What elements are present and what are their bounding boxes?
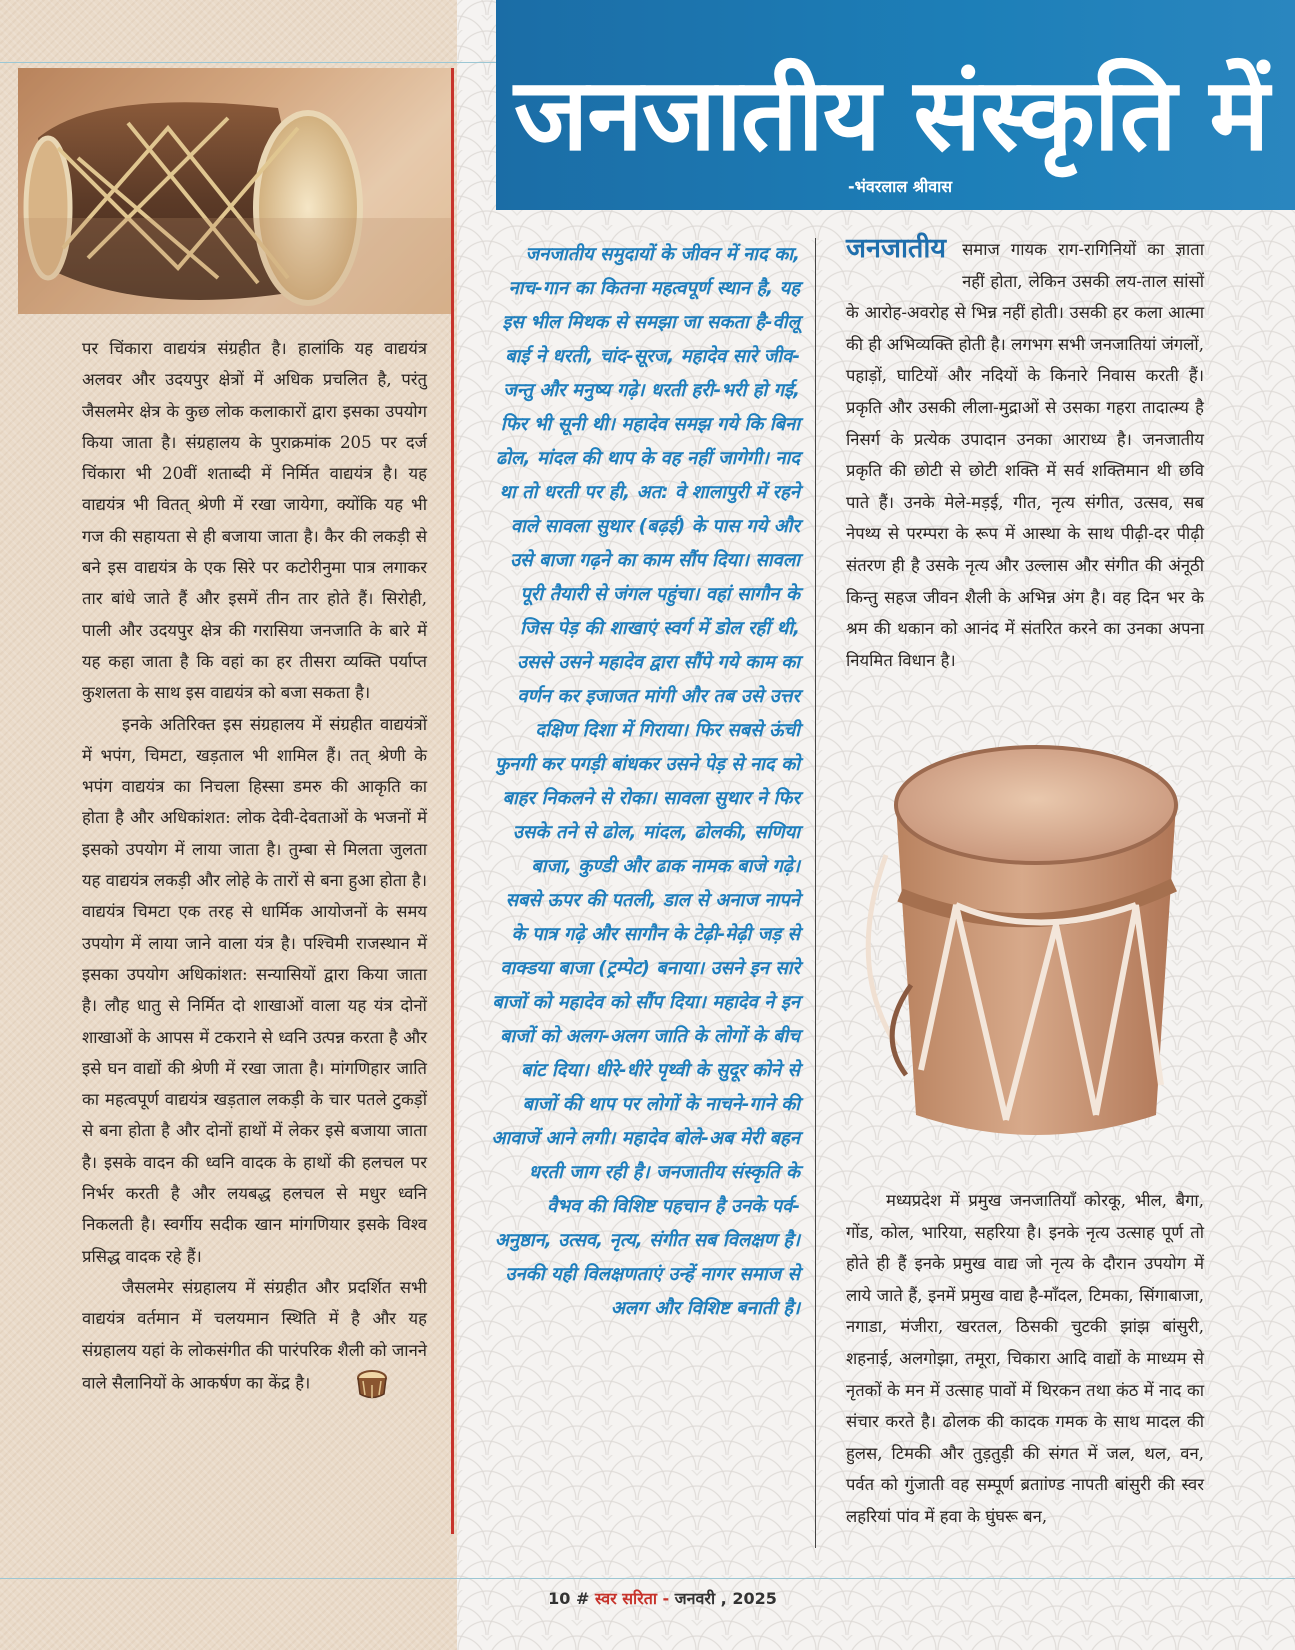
magazine-name: स्वर सरिता - <box>594 1589 670 1608</box>
left-paragraph-2: इनके अतिरिक्त इस संग्रहालय में संग्रहीत वाद्ययंत्रों में भपंग, चिमटा, खड़ताल भी शामिल हैं। तत् श्रेणी के भपंग वाद्ययंत्र का निचला हिस्सा डमरु की आकृति का होता है और अधिकांशत: लोक देवी-देवताओं के भजनों में इसको उपयोग में लाया जाता है। तुम्बा से मिलता जुलता यह वाद्ययंत्र लकड़ी और लोहे के तारों से बना हुआ होता है। वाद्ययंत्र चिमटा एक तरह से धार्मिक आयोजनों के समय उपयोग में लाया जाने वाला यंत्र है। पश्चिमी राजस्थान में इसका उपयोग अधिकांशत: सन्यासियों द्वारा किया जाता है। लौह धातु से निर्मित दो शाखाओं वाला यह यंत्र दोनों शाखाओं के आपस में टकराने से ध्वनि उत्पन्न करता है और इसे घन वाद्यों की श्रेणी में रखा जाता है। मांगणिहार जाति का महत्वपूर्ण वाद्ययंत्र खड़ताल लकड़ी के चार पतले टुकड़ों से बना होता है और दोनों हाथों में लेकर इसे बजाया जाता है। इसके वादन की ध्वनि वादक के हाथों की हलचल पर निर्भर करती है और लयबद्ध हलचल से मधुर ध्वनि निकलती है। स्वर्गीय सदीक खान मांगणियार इसके विश्व प्रसिद्ध वादक रहे हैं। <box>82 714 427 1266</box>
column-divider <box>815 238 816 1548</box>
tribal-drum-icon <box>856 735 1216 1155</box>
page-footer <box>0 1587 1295 1609</box>
left-column-text <box>82 333 427 1402</box>
article-title: जनजातीय संस्कृति में <box>514 56 1269 173</box>
dholak-drum-photo <box>18 68 452 314</box>
right-column-paragraph-2 <box>846 1185 1204 1533</box>
right-paragraph-2: मध्यप्रदेश में प्रमुख जनजातियाँ कोरकू, भील, बैगा, गोंड, कोल, भारिया, सहरिया है। इनके नृत्य उत्साह पूर्ण तो होते ही हैं इनके प्रमुख वाद्य जो नृत्य के दौरान उपयोग में लाये जाते हैं, इनमें प्रमुख वाद्य है-माँदल, टिमका, सिंगाबाजा, नगाडा, मंजीरा, खरतल, ठिसकी चुटकी झांझ बांसुरी, शहनाई, अलगोझा, तमूरा, चिकारा आदि वाद्यों के माध्यम से नृतकों के मन में उत्साह पावों में थिरकन तथा कंठ में नाद का संचार करते है। ढोलक की कादक गमक के साथ मादल की हुलस, टिमकी और तुड़तुड़ी की संगत में जल, थल, वन, पर्वत को गुंजाती वह सम्पूर्ण ब्रताांण्ड नापती बांसुरी की स्वर लहरियां पांव में हवा के घुंघरू बन, <box>846 1191 1204 1526</box>
left-paragraph-3 <box>82 1272 427 1402</box>
left-paragraph-1: पर चिंकारा वाद्ययंत्र संग्रहीत है। हालांकि यह वाद्ययंत्र अलवर और उदयपुर क्षेत्रों में अधिक प्रचलित है, परंतु जैसलमेर क्षेत्र के कुछ लोक कलाकारों द्वारा इसका उपयोग किया जाता है। संग्रहालय के पुराक्रमांक 205 पर दर्ज चिंकारा भी 20वीं शताब्दी में निर्मित वाद्ययंत्र है। यह वाद्ययंत्र भी वितत् श्रेणी में रखा जायेगा, क्योंकि यह भी गज की सहायता से ही बजाया जाता है। कैर की लकड़ी से बने इस वाद्ययंत्र के एक सिरे पर कटोरीनुमा पात्र लगाकर तार बांधे जाते हैं और इसमें तीन तार होते हैं। सिरोही, पाली और उदयपुर क्षेत्र की गरासिया जनजाति के बारे में यह कहा जाता है कि वहां का हर तीसरा व्यक्ति पर्याप्त कुशलता के साथ इस वाद्ययंत्र को बजा सकता है। <box>82 339 427 703</box>
left-paragraph-3-text: जैसलमेर संग्रहालय में संग्रहीत और प्रदर्शित सभी वाद्ययंत्र वर्तमान में चलयमान स्थिति में है और यह संग्रहालय यहां के लोकसंगीत की पारंपरिक शैली को जानने वाले सैलानियों के आकर्षण का केंद्र है। <box>82 1277 427 1393</box>
page-number: 10 # <box>548 1589 590 1608</box>
drum-end-icon <box>314 1366 350 1402</box>
dholak-drum-icon <box>18 68 452 314</box>
tribal-drum-photo <box>856 735 1216 1155</box>
footer-rule <box>0 1578 1295 1579</box>
intro-text: समाज गायक राग-रागिनियों का ज्ञाता नहीं होता, लेकिन उसकी लय-ताल सांसों के आरोह-अवरोह से भिन्न नहीं होती। उसकी हर कला आत्मा की ही अभिव्यक्ति होती है। लगभग सभी जनजातियां जंगलों, पहाड़ों, घाटियों और नदियों के किनारे निवास करती हैं। प्रकृति और उसकी लीला-मुद्राओं से उसका गहरा तादात्म्य है निसर्ग के प्रत्येक उपादान उनका आराध्य है। जनजातीय प्रकृति की छोटी से छोटी शक्ति में सर्व शक्तिमान थी छवि पाते हैं। उनके मेले-मड़ई, गीत, नृत्य संगीत, उत्सव, सब नेपथ्य से परम्परा के रूप में आस्था के साथ पीढ़ी-दर पीढ़ी संतरण ही है उसके नृत्य और उल्लास और संगीत की अंनूठी किन्तु सहज जीवन शैली के अभिन्न अंग है। वह दिन भर के श्रम की थकान को आनंद में संतरित करने का उनका अपना नियमित विधान है। <box>846 240 1204 670</box>
drop-word: जनजातीय <box>846 233 947 264</box>
right-column-intro <box>846 234 1204 676</box>
issue-date: जनवरी , 2025 <box>674 1589 777 1608</box>
author-byline: -भंवरलाल श्रीवास <box>848 177 953 196</box>
red-divider <box>451 68 454 1534</box>
middle-column-text: जनजातीय समुदायों के जीवन में नाद का, नाच-गान का कितना महत्वपूर्ण स्थान है, यह इस भील मिथक से समझा जा सकता है-वीलू बाई ने धरती, चांद-सूरज, महादेव सारे जीव-जन्तु और मनुष्य गढ़े। धरती हरी-भरी हो गई, फिर भी सूनी थी। महादेव समझ गये कि बिना ढोल, मांदल की थाप के वह नहीं जागेगी। नाद था तो धरती पर ही, अत: वे शालापुरी में रहने वाले सावला सुथार (बढ़ई) के पास गये और उसे बाजा गढ़ने का काम सौंप दिया। सावला पूरी तैयारी से जंगल पहुंचा। वहां सागौन के जिस पेड़ की शाखाएं स्वर्ग में डोल रहीं थी, उससे उसने महादेव द्वारा सौंपे गये काम का वर्णन कर इजाजत मांगी और तब उसे उत्तर दक्षिण दिशा में गिराया। फिर सबसे ऊंची फुनगी कर पगड़ी बांधकर उसने पेड़ से नाद को बाहर निकलने से रोका। सावला सुथार ने फिर उसके तने से ढोल, मांदल, ढोलकी, सणिया बाजा, कुण्डी और ढाक नामक बाजे गढ़े। सबसे ऊपर की पतली, डाल से अनाज नापने के पात्र गढ़े और सागौन के टेढ़ी-मेढ़ी जड़ से वाक्डया बाजा (ट्रम्पेट) बनाया। उसने इन सारे बाजों को महादेव को सौंप दिया। महादेव ने इन बाजों को अलग-अलग जाति के लोगों के बीच बांट दिया। धीरे-धीरे पृथ्वी के सुदूर कोने से बाजों की थाप पर लोगों के नाचने-गाने की आवाजें आने लगी। महादेव बोले-अब मेरी बहन धरती जाग रही है। जनजातीय संस्कृति के वैभव की विशिष्ट पहचान है उनके पर्व-अनुष्ठान, उत्सव, नृत्य, संगीत सब विलक्षण है। उनकी यही विलक्षणताएं उन्हें नागर समाज से अलग और विशिष्ट बनाती है। <box>491 244 800 1319</box>
